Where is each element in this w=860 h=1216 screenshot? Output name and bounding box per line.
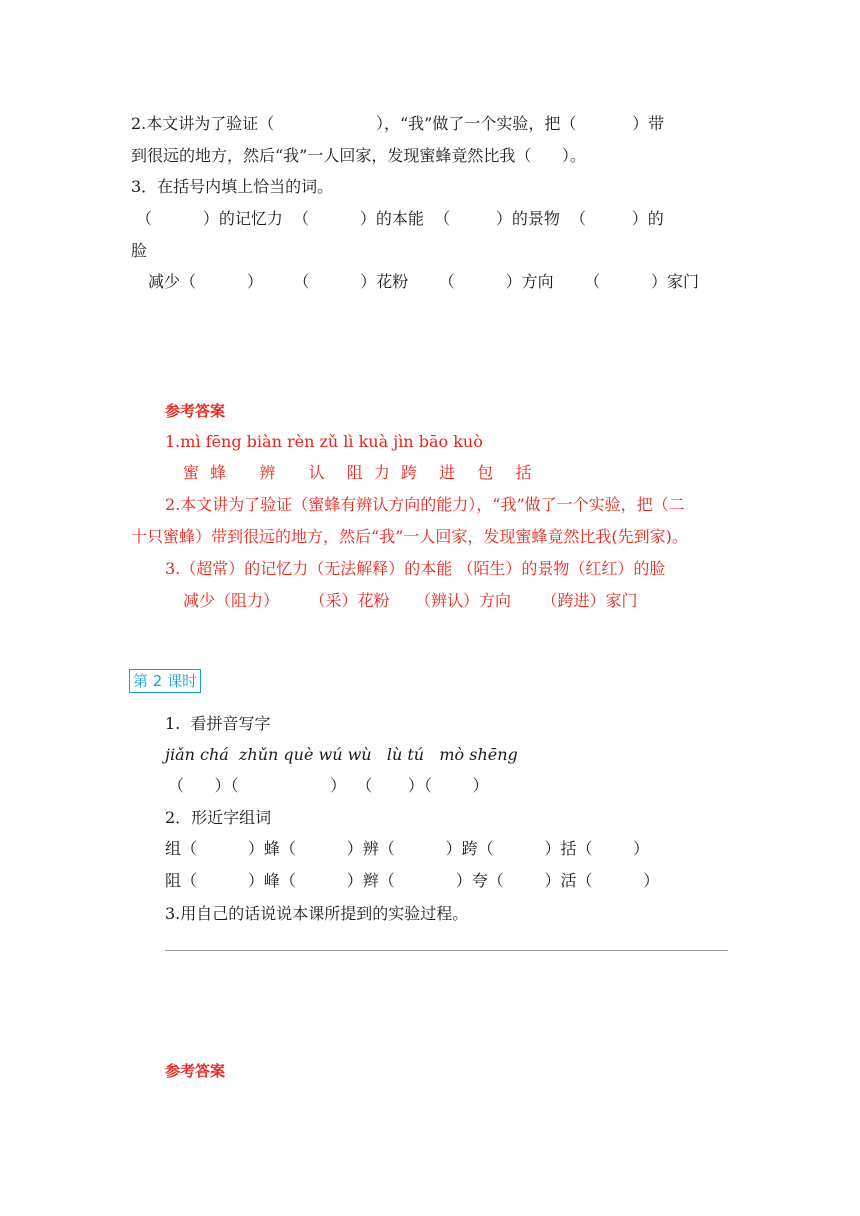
answer-write-line[interactable] <box>165 950 728 951</box>
answer2-line2: 十只蜜蜂）带到很远的地方，然后“我”一人回家，发现蜜蜂竟然比我(先到家)。 <box>131 527 688 546</box>
answer3-line1: 3.（超常）的记忆力（无法解释）的本能 （陌生）的景物（红红）的脸 <box>165 559 666 578</box>
lesson2-q1-title: 1. 看拼音写字 <box>165 714 271 733</box>
answer1-pinyin: 1.mì fēng biàn rèn zǔ lì kuà jìn bāo kuò <box>165 432 483 451</box>
q3-row1: （ ）的记忆力 （ ）的本能 （ ）的景物 （ ）的 <box>136 209 664 228</box>
lesson2-q3-title: 3.用自己的话说说本课所提到的实验过程。 <box>165 904 469 923</box>
answer-heading: 参考答案 <box>165 402 226 420</box>
answer1-chars: 蜜 蜂 辨 认 阻 力 跨 进 包 括 <box>183 463 532 482</box>
q2-line1: 2.本文讲为了验证（ ），“我”做了一个实验，把（ ）带 <box>131 114 665 133</box>
q3-title: 3．在括号内填上恰当的词。 <box>131 177 334 196</box>
lesson2-q1-pinyin: jiǎn chá zhǔn què wú wù lù tú mò shēng <box>165 745 518 764</box>
q3-row1-cont: 脸 <box>131 241 148 260</box>
lesson2-q2-row2: 阻（ ）峰（ ）辫（ ）夸（ ）活（ ） <box>165 871 660 890</box>
q3-row2: 减少（ ） （ ）花粉 （ ）方向 （ ）家门 <box>148 272 699 291</box>
lesson-label: 第 2 课时 <box>129 669 201 693</box>
answer3-line2: 减少（阻力） （采）花粉 （辨认）方向 （跨进）家门 <box>183 591 638 610</box>
answer2-line1: 2.本文讲为了验证（蜜蜂有辨认方向的能力），“我”做了一个实验，把（二 <box>165 495 685 514</box>
answer-heading-2: 参考答案 <box>165 1062 226 1080</box>
lesson2-q1-blanks: （ ）（ ） （ ）（ ） <box>168 776 489 795</box>
q2-line2: 到很远的地方，然后“我”一人回家，发现蜜蜂竟然比我（ ）。 <box>131 146 586 165</box>
lesson2-q2-row1: 组（ ）蜂（ ）辨（ ）跨（ ）括（ ） <box>165 839 650 858</box>
lesson2-q2-title: 2．形近字组词 <box>165 808 272 827</box>
